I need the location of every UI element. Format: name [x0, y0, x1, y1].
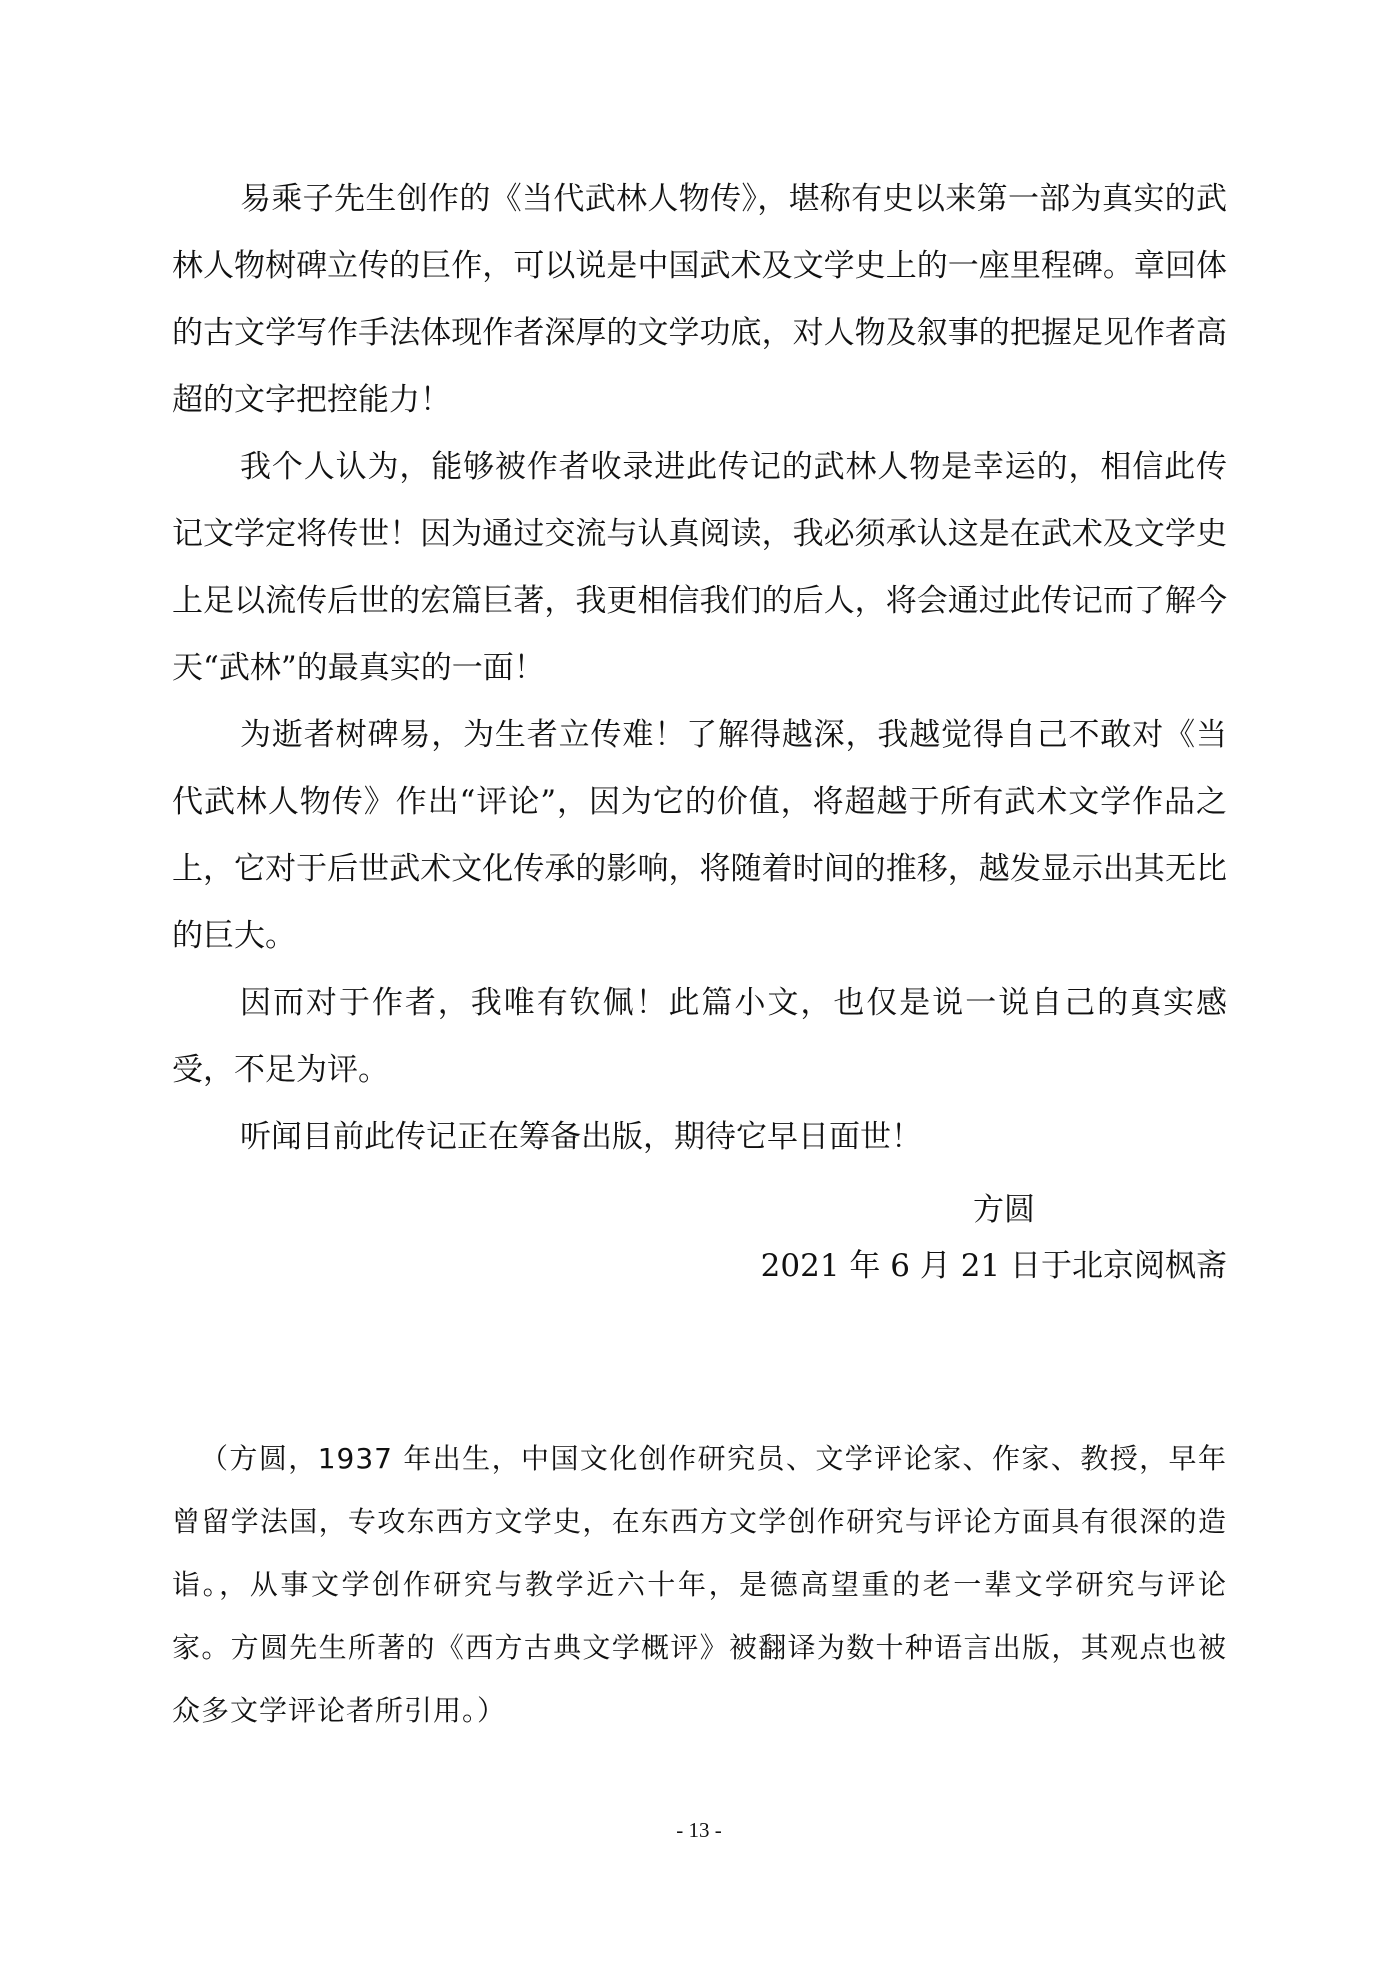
page-number: - 13 -	[676, 1818, 722, 1842]
article-body	[172, 166, 1227, 1171]
paragraph-2: 我个人认为，能够被作者收录进此传记的武林人物是幸运的，相信此传记文学定将传世！因为通过交流与认真阅读，我必须承认这是在武术及文学史上足以流传后世的宏篇巨著，我更相信我们的后人，将会通过此传记而了解今天“武林”的最真实的一面！	[172, 449, 1227, 686]
paragraph-5: 听闻目前此传记正在筹备出版，期待它早日面世！	[240, 1119, 922, 1155]
paragraph-4: 因而对于作者，我唯有钦佩！此篇小文，也仅是说一说自己的真实感受，不足为评。	[172, 985, 1227, 1088]
author-bio-note: （方圆，1937 年出生，中国文化创作研究员、文学评论家、作家、教授，早年曾留学法国，专攻东西方文学史，在东西方文学创作研究与评论方面具有很深的造诣。，从事文学创作研究与教学近六十年，是德高望重的老一辈文学研究与评论家。方圆先生所著的《西方古典文学概评》被翻译为数十种语言出版，其观点也被众多文学评论者所引用。）	[172, 1442, 1227, 1727]
paragraph-1: 易乘子先生创作的《当代武林人物传》，堪称有史以来第一部为真实的武林人物树碑立传的巨作，可以说是中国武术及文学史上的一座里程碑。章回体的古文学写作手法体现作者深厚的文学功底，对人物及叙事的把握足见作者高超的文字把控能力！	[172, 181, 1227, 418]
author-signature: 方圆	[973, 1192, 1035, 1228]
paragraph-3: 为逝者树碑易，为生者立传难！了解得越深，我越觉得自己不敢对《当代武林人物传》作出“评论”，因为它的价值，将超越于所有武术文学作品之上，它对于后世武术文化传承的影响，将随着时间的推移，越发显示出其无比的巨大。	[172, 717, 1227, 954]
signature-date: 2021 年 6 月 21 日于北京阅枫斋	[760, 1248, 1227, 1284]
